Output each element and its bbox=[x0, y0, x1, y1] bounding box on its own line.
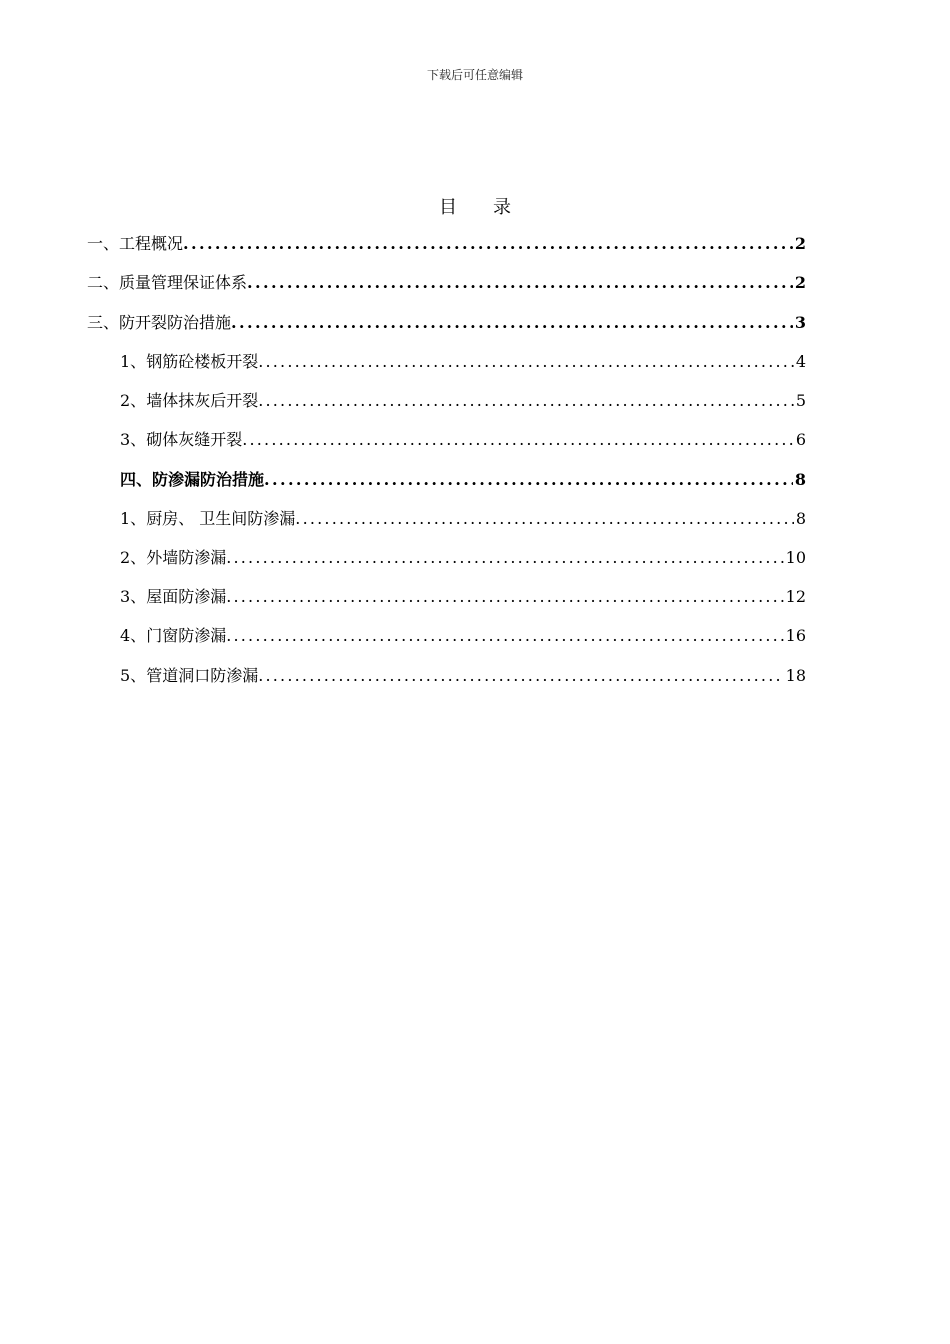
toc-title bbox=[0, 193, 950, 219]
toc-entry[interactable] bbox=[120, 507, 806, 531]
toc-entry-label: 外墙防渗漏 bbox=[146, 548, 227, 567]
toc-entry-page: 10 bbox=[785, 548, 806, 567]
toc-entry-label: 工程概况 bbox=[119, 234, 184, 253]
toc-entry[interactable] bbox=[120, 546, 806, 570]
toc-entry-number: 2、 bbox=[120, 548, 147, 567]
toc-entry-number: 四、 bbox=[120, 470, 153, 489]
toc-entry-page: 3 bbox=[794, 313, 806, 332]
toc-leader-dots bbox=[226, 624, 783, 648]
toc-entry-number: 4、 bbox=[120, 626, 147, 645]
toc-leader-dots bbox=[295, 507, 794, 531]
toc-entry[interactable] bbox=[120, 664, 806, 688]
toc-entry-page: 6 bbox=[795, 430, 806, 449]
toc-entry-number: 三、 bbox=[87, 313, 120, 332]
toc-entry-label: 砌体灰缝开裂 bbox=[146, 430, 243, 449]
toc-entry-number: 3、 bbox=[120, 430, 147, 449]
toc-entry-page: 8 bbox=[795, 509, 806, 528]
toc-entry-label: 防开裂防治措施 bbox=[119, 313, 232, 332]
toc-leader-dots bbox=[183, 232, 793, 256]
toc-entry-label: 管道洞口防渗漏 bbox=[146, 666, 259, 685]
toc-entry-number: 一、 bbox=[87, 234, 120, 253]
toc-entry[interactable] bbox=[87, 271, 806, 295]
toc-entry-page: 2 bbox=[794, 234, 806, 253]
toc-leader-dots bbox=[258, 389, 794, 413]
toc-entry[interactable] bbox=[120, 350, 806, 374]
toc-leader-dots bbox=[247, 271, 793, 295]
toc-entry-label: 防渗漏防治措施 bbox=[152, 470, 265, 489]
toc-leader-dots bbox=[226, 546, 783, 570]
download-note: 下载后可任意编辑 bbox=[426, 68, 523, 82]
toc-entry-page: 2 bbox=[794, 273, 806, 292]
toc-entry-number: 5、 bbox=[120, 666, 147, 685]
toc-entry[interactable] bbox=[120, 624, 806, 648]
toc-entry[interactable] bbox=[120, 468, 806, 492]
toc-entry-number: 1、 bbox=[120, 352, 147, 371]
toc-entry-number: 2、 bbox=[120, 391, 147, 410]
toc-title-left: 目 bbox=[439, 197, 457, 218]
toc-leader-dots bbox=[231, 311, 793, 335]
toc-leader-dots bbox=[226, 585, 783, 609]
toc-entry[interactable] bbox=[120, 428, 806, 452]
toc-entry[interactable] bbox=[120, 389, 806, 413]
toc-entry-label: 墙体抹灰后开裂 bbox=[146, 391, 259, 410]
toc-title-right: 录 bbox=[493, 197, 511, 218]
toc-entry-label: 门窗防渗漏 bbox=[146, 626, 227, 645]
toc-entry-page: 16 bbox=[785, 626, 806, 645]
toc-entry-page: 18 bbox=[785, 666, 806, 685]
toc-entry-page: 4 bbox=[795, 352, 806, 371]
toc-entry-number: 1、 bbox=[120, 509, 147, 528]
toc-entry-page: 5 bbox=[795, 391, 806, 410]
toc-entry-number: 二、 bbox=[87, 273, 120, 292]
toc-leader-dots bbox=[242, 428, 794, 452]
toc-entry-page: 8 bbox=[794, 470, 806, 489]
toc-entry[interactable] bbox=[87, 232, 806, 256]
toc-entry-label: 屋面防渗漏 bbox=[146, 587, 227, 606]
toc-entry-number: 3、 bbox=[120, 587, 147, 606]
toc-entry-label: 钢筋砼楼板开裂 bbox=[146, 352, 259, 371]
toc-entry-label: 质量管理保证体系 bbox=[119, 273, 248, 292]
toc-entry-label: 厨房、 卫生间防渗漏 bbox=[146, 509, 296, 528]
toc-entry-page: 12 bbox=[785, 587, 806, 606]
toc-entry[interactable] bbox=[120, 585, 806, 609]
toc-leader-dots bbox=[258, 350, 794, 374]
toc-entry[interactable] bbox=[87, 311, 806, 335]
toc-leader-dots bbox=[264, 468, 793, 492]
toc-leader-dots bbox=[258, 664, 783, 688]
